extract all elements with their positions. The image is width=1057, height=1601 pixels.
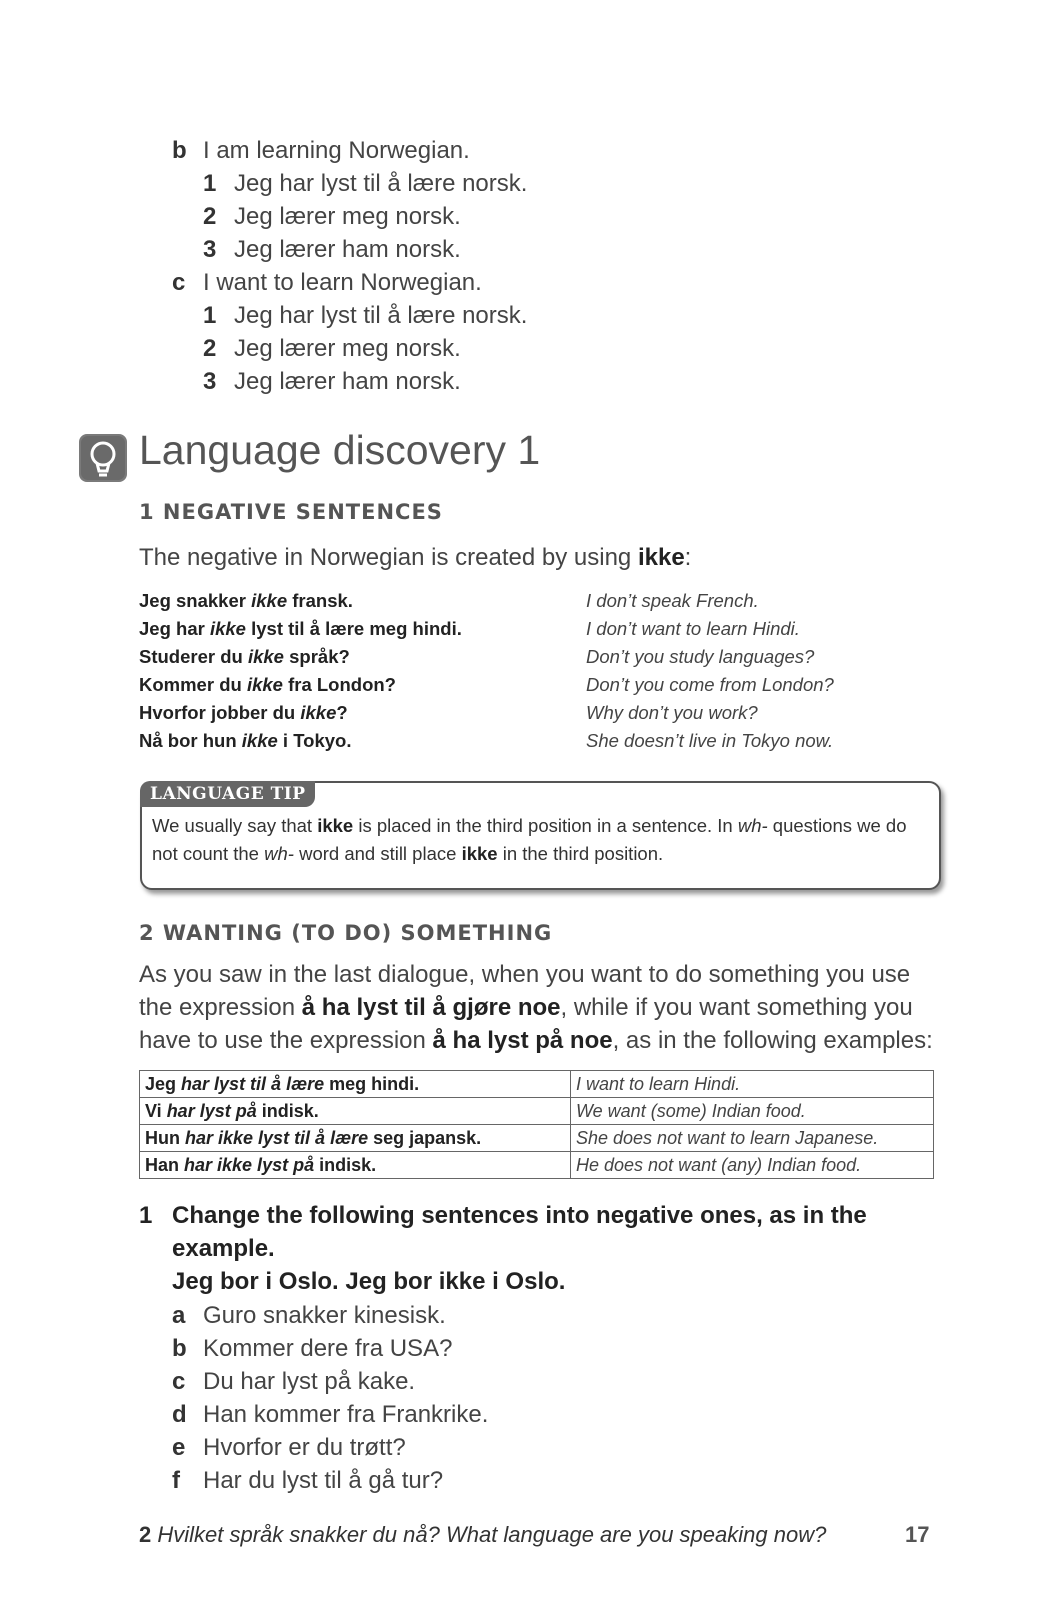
tip-label: LANGUAGE TIP [140,781,315,807]
exercise-example: Jeg bor i Oslo. Jeg bor ikke i Oslo. [172,1268,566,1295]
example-en: I don’t want to learn Hindi. [586,618,800,639]
heading-negative: 1 NEGATIVE SENTENCES [139,500,443,524]
table-row: Jeg har lyst til å lære meg hindi. I want to learn Hindi. [140,1071,934,1098]
example-no: Kommer du ikke fra London? [139,674,396,695]
example-en: I don’t speak French. [586,590,759,611]
exercise-number: 1 [139,1202,153,1229]
list-item: a Guro snakker kinesisk. [172,1302,446,1329]
option: 3 Jeg lærer ham norsk. [203,368,461,395]
example-no: Jeg snakker ikke fransk. [139,590,353,611]
table-row: Vi har lyst på indisk. We want (some) Indian food. [140,1098,934,1125]
section-title: Language discovery 1 [139,427,541,473]
list-item: e Hvorfor er du trøtt? [172,1434,406,1461]
exercise-instruction: Change the following sentences into negative ones, as in the [172,1202,867,1229]
exercise-instruction-cont: example. [172,1235,275,1262]
example-no: Nå bor hun ikke i Tokyo. [139,730,352,751]
list-item: c Du har lyst på kake. [172,1368,416,1395]
example-no: Hvorfor jobber du ikke? [139,702,348,723]
examples-table [139,1070,934,1179]
example-no: Jeg har ikke lyst til å lære meg hindi. [139,618,462,639]
option: 2 Jeg lærer meg norsk. [203,203,461,230]
example-no: Studerer du ikke språk? [139,646,350,667]
table-row: Hun har ikke lyst til å lære seg japansk. She does not want to learn Japanese. [140,1125,934,1152]
running-footer: 2 Hvilket språk snakker du nå? What language are you speaking now? [139,1522,827,1547]
table-row: Han har ikke lyst på indisk. He does not want (any) Indian food. [140,1152,934,1179]
page-number: 17 [905,1522,930,1547]
example-en: Why don’t you work? [586,702,758,723]
heading-wanting: 2 WANTING (TO DO) SOMETHING [139,921,553,945]
language-tip-box [140,781,941,890]
option: 3 Jeg lærer ham norsk. [203,236,461,263]
wanting-paragraph: As you saw in the last dialogue, when you want to do something you use the expression å ha lyst til å gjøre noe, while if you want something you have to use the expression å ha lyst på noe, as in the following examples: [139,961,933,1054]
option: 1 Jeg har lyst til å lære norsk. [203,170,528,197]
list-item: f Har du lyst til å gå tur? [172,1467,444,1494]
list-item: b Kommer dere fra USA? [172,1335,453,1362]
tip-text: We usually say that ikke is placed in the third position in a sentence. In wh- questions we do not count the wh- word and still place ikke in the third position. [152,815,907,864]
item-b: b I am learning Norwegian. [172,137,470,164]
example-en: Don’t you come from London? [586,674,834,695]
option: 2 Jeg lærer meg norsk. [203,335,461,362]
example-en: Don’t you study languages? [586,646,815,667]
option: 1 Jeg har lyst til å lære norsk. [203,302,528,329]
negative-intro: The negative in Norwegian is created by using ikke: [139,544,692,571]
example-en: She doesn’t live in Tokyo now. [586,730,834,751]
list-item: d Han kommer fra Frankrike. [172,1401,489,1428]
lightbulb-icon [78,433,128,483]
item-c: c I want to learn Norwegian. [172,269,482,296]
